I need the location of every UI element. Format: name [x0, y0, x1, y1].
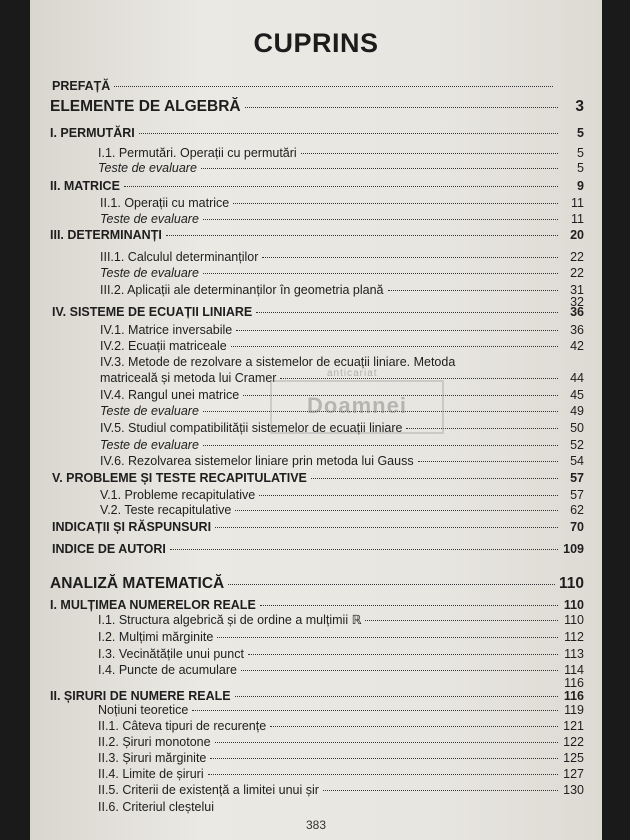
toc-entry-label: IV. SISTEME DE ECUAȚII LINIARE	[52, 305, 253, 319]
toc-entry-label: I. MULȚIMEA NUMERELOR REALE	[50, 598, 256, 612]
toc-dot-leader	[388, 290, 559, 291]
toc-dot-leader	[270, 726, 558, 727]
toc-entry-label: IV.4. Rangul unei matrice	[100, 388, 240, 402]
toc-entry	[100, 265, 584, 281]
toc-entry	[100, 211, 584, 227]
toc-dot-leader	[203, 411, 558, 412]
page-title: CUPRINS	[253, 28, 379, 58]
toc-entry-label: II.6. Criteriul cleștelui	[98, 800, 215, 814]
toc-entry	[52, 541, 584, 557]
toc-entry	[50, 227, 584, 243]
toc-dot-leader	[215, 742, 558, 743]
toc-entry-page: 42	[570, 339, 584, 353]
toc-dot-leader	[210, 758, 558, 759]
toc-entry-label: II. MATRICE	[50, 179, 120, 193]
toc-entry-label: Teste de evaluare	[100, 438, 199, 452]
toc-entry-page: 45	[570, 388, 584, 402]
toc-dot-leader	[192, 710, 558, 711]
toc-dot-leader	[228, 584, 555, 585]
toc-dot-leader	[262, 257, 558, 258]
toc-entry-page: 44	[570, 371, 584, 385]
toc-dot-leader	[203, 273, 558, 274]
toc-entry-label: II.4. Limite de șiruri	[98, 767, 204, 781]
toc-entry-label: III. DETERMINANȚI	[50, 228, 162, 242]
toc-dot-leader	[201, 168, 558, 169]
toc-entry	[100, 437, 584, 453]
toc-entry-label: INDICE DE AUTORI	[52, 542, 166, 556]
toc-entry	[100, 370, 584, 386]
toc-entry-label: II.5. Criterii de existență a limitei unui șir	[98, 783, 319, 797]
page-number: 383	[305, 818, 327, 832]
toc-dot-leader	[280, 378, 558, 379]
toc-entry	[50, 178, 584, 194]
toc-entry-label: IV.2. Ecuații matriceale	[100, 339, 227, 353]
toc-entry	[50, 597, 584, 613]
toc-dot-leader	[231, 346, 558, 347]
toc-entry-page: 109	[563, 542, 584, 556]
toc-entry-label: III.2. Aplicații ale determinanților în geometria plană	[100, 283, 384, 297]
toc-dot-leader	[365, 620, 558, 621]
toc-entry-label: III.1. Calculul determinanților	[100, 250, 259, 264]
book-page	[30, 0, 602, 840]
toc-entry-label: Teste de evaluare	[100, 266, 199, 280]
toc-entry	[100, 195, 584, 211]
toc-entry-page: 122	[563, 735, 584, 749]
toc-dot-leader	[236, 330, 558, 331]
toc-entry-label: V. PROBLEME ȘI TESTE RECAPITULATIVE	[52, 471, 307, 485]
toc-entry	[98, 766, 584, 782]
toc-dot-leader	[311, 478, 558, 479]
toc-entry	[98, 145, 584, 161]
toc-dot-leader	[235, 696, 558, 697]
toc-entry-label: I.3. Vecinătățile unui punct	[98, 647, 244, 661]
toc-dot-leader	[217, 637, 558, 638]
toc-entry	[98, 718, 584, 734]
toc-entry-label: I.4. Puncte de acumulare	[98, 663, 237, 677]
toc-entry-page: 20	[570, 228, 584, 242]
toc-entry-page: 36	[570, 305, 584, 319]
toc-entry-page: 125	[563, 751, 584, 765]
toc-entry-label: I.2. Mulțimi mărginite	[98, 630, 214, 644]
toc-entry-page: 50	[570, 421, 584, 435]
toc-dot-leader	[248, 654, 558, 655]
toc-entry-label: I.1. Structura algebrică și de ordine a mulțimii ℝ	[98, 613, 362, 627]
toc-entry-label: IV.1. Matrice inversabile	[100, 323, 233, 337]
toc-dot-leader	[139, 133, 558, 134]
toc-dot-leader	[166, 235, 558, 236]
toc-entry-page: 9	[577, 179, 584, 193]
toc-entry-page: 22	[570, 250, 584, 264]
toc-entry-label: Teste de evaluare	[100, 404, 199, 418]
toc-entry-label: ELEMENTE DE ALGEBRĂ	[50, 98, 241, 115]
toc-dot-leader	[323, 790, 558, 791]
watermark-top-text: anticariat	[327, 368, 378, 379]
toc-entry-label: Noțiuni teoretice	[98, 703, 189, 717]
toc-dot-leader	[215, 527, 558, 528]
toc-dot-leader	[235, 510, 558, 511]
toc-entry	[52, 470, 584, 486]
toc-entry-label: PREFAȚĂ	[52, 79, 111, 93]
toc-entry	[50, 99, 584, 115]
toc-dot-leader	[241, 670, 558, 671]
toc-dot-leader	[260, 605, 558, 606]
watermark-main-text: Doamnei	[307, 393, 407, 418]
toc-entry	[98, 799, 394, 815]
toc-entry-page: 32	[570, 295, 584, 309]
toc-entry-label: I.1. Permutări. Operații cu permutări	[98, 146, 297, 160]
toc-entry-page: 36	[570, 323, 584, 337]
toc-dot-leader	[406, 428, 558, 429]
toc-entry	[100, 420, 584, 436]
toc-entry-page: 57	[570, 471, 584, 485]
toc-entry	[98, 612, 584, 628]
toc-entry-label: Teste de evaluare	[100, 212, 199, 226]
toc-entry	[100, 387, 584, 403]
toc-entry-label: matriceală și metoda lui Cramer	[100, 371, 277, 385]
toc-entry	[50, 576, 584, 592]
toc-entry-page: 11	[571, 196, 584, 210]
toc-entry-page: 127	[563, 767, 584, 781]
toc-dot-leader	[256, 312, 558, 313]
toc-entry-page: 121	[563, 719, 584, 733]
toc-entry	[100, 322, 584, 338]
toc-dot-leader	[233, 203, 558, 204]
toc-entry	[98, 782, 584, 798]
toc-entry	[100, 403, 584, 419]
toc-dot-leader	[301, 153, 558, 154]
toc-entry	[98, 646, 584, 662]
toc-dot-leader	[259, 495, 558, 496]
toc-entry	[100, 354, 554, 370]
toc-entry-label: II.1. Câteva tipuri de recurențe	[98, 719, 267, 733]
toc-entry	[52, 78, 579, 94]
toc-entry-page: 11	[571, 212, 584, 226]
toc-entry-label: INDICAȚII ȘI RĂSPUNSURI	[52, 520, 212, 534]
toc-entry-page: 119	[564, 703, 584, 717]
toc-dot-leader	[208, 774, 558, 775]
toc-entry-page: 110	[558, 575, 584, 592]
toc-entry-page: 114	[564, 663, 584, 677]
toc-entry-page: 116	[564, 676, 584, 690]
toc-dot-leader	[245, 107, 558, 108]
toc-entry-page: 62	[570, 503, 584, 517]
toc-entry	[98, 702, 584, 718]
toc-entry	[100, 487, 584, 503]
toc-entry-label: IV.5. Studiul compatibilității sistemelor de ecuații liniare	[100, 421, 403, 435]
toc-entry-page: 5	[577, 126, 584, 140]
toc-entry-page: 3	[575, 98, 584, 115]
toc-entry-label: II.1. Operații cu matrice	[100, 196, 230, 210]
toc-entry	[100, 338, 584, 354]
toc-entry-label: I. PERMUTĂRI	[50, 126, 135, 140]
toc-entry-label: V.1. Probleme recapitulative	[100, 488, 256, 502]
toc-entry-page: 54	[570, 454, 584, 468]
toc-entry	[98, 734, 584, 750]
toc-entry-page: 5	[577, 146, 584, 160]
toc-dot-leader	[203, 445, 558, 446]
toc-entry-page: 116	[563, 689, 584, 703]
toc-entry-page: 52	[570, 438, 584, 452]
toc-entry-page: 110	[563, 598, 584, 612]
toc-entry	[50, 125, 584, 141]
toc-dot-leader	[243, 395, 558, 396]
toc-entry-page: 113	[564, 647, 584, 661]
toc-entry-label: II.3. Șiruri mărginite	[98, 751, 207, 765]
toc-entry	[100, 502, 584, 518]
toc-entry-page: 110	[564, 613, 584, 627]
toc-entry-label: IV.3. Metode de rezolvare a sistemelor de ecuații liniare. Metoda	[100, 355, 456, 369]
toc-entry-page: 31	[570, 283, 584, 297]
toc-entry-label: Teste de evaluare	[98, 161, 197, 175]
toc-entry-label: II. ȘIRURI DE NUMERE REALE	[50, 689, 231, 703]
toc-entry-page: 49	[570, 404, 584, 418]
toc-entry-label: V.2. Teste recapitulative	[100, 503, 232, 517]
toc-entry-page: 57	[570, 488, 584, 502]
toc-entry-label: ANALIZĂ MATEMATICĂ	[50, 575, 225, 592]
toc-entry-page: 130	[563, 783, 584, 797]
toc-entry	[52, 519, 584, 535]
toc-dot-leader	[114, 86, 553, 87]
toc-entry	[100, 249, 584, 265]
toc-entry	[100, 453, 584, 469]
toc-dot-leader	[124, 186, 558, 187]
toc-dot-leader	[203, 219, 558, 220]
toc-entry-page: 112	[564, 630, 584, 644]
toc-entry-page: 22	[570, 266, 584, 280]
toc-dot-leader	[170, 549, 558, 550]
toc-entry-page: 70	[570, 520, 584, 534]
toc-entry	[98, 750, 584, 766]
table-of-contents	[30, 0, 602, 840]
toc-entry-label: II.2. Șiruri monotone	[98, 735, 211, 749]
toc-entry	[52, 304, 584, 320]
toc-entry-label: IV.6. Rezolvarea sistemelor liniare prin metoda lui Gauss	[100, 454, 414, 468]
toc-entry-page: 5	[577, 161, 584, 175]
toc-entry	[98, 160, 584, 176]
toc-entry	[98, 629, 584, 645]
toc-dot-leader	[418, 461, 558, 462]
